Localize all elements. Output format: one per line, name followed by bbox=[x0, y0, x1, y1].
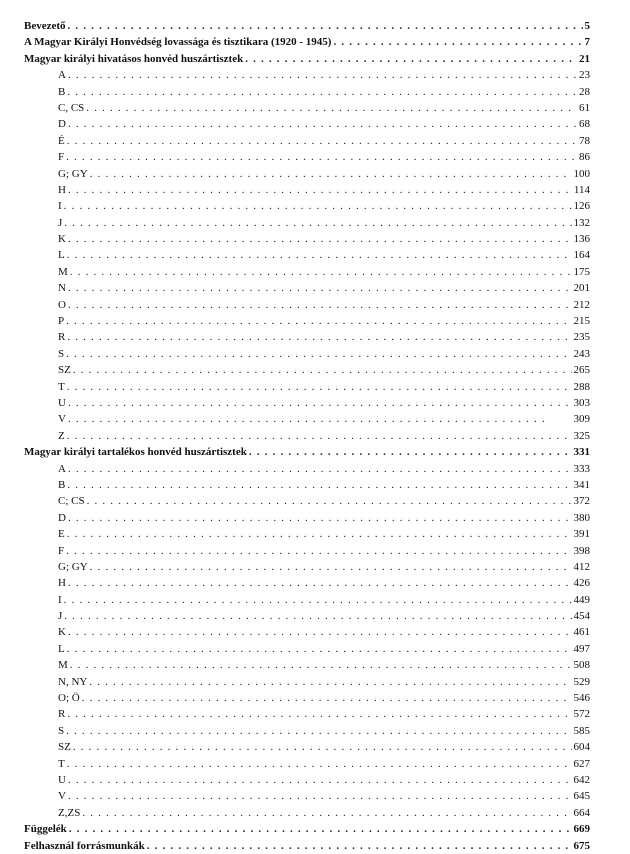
toc-letter-entry bbox=[24, 362, 590, 378]
toc-page-number: 201 bbox=[573, 282, 590, 295]
toc-entry-label: R bbox=[58, 331, 66, 344]
toc-letter-entry bbox=[24, 198, 590, 214]
dot-leader bbox=[67, 526, 572, 542]
toc-letter-entry bbox=[24, 690, 590, 706]
toc-entry-label: U bbox=[58, 773, 66, 786]
toc-letter-entry bbox=[24, 411, 590, 427]
toc-entry-label: É bbox=[58, 134, 65, 147]
toc-page-number: 243 bbox=[573, 347, 590, 360]
toc-entry-label: A bbox=[58, 69, 66, 82]
toc-entry-label: N, NY bbox=[58, 675, 88, 688]
toc-page-number: 126 bbox=[573, 200, 590, 213]
toc-entry-label: E bbox=[58, 528, 65, 541]
toc-page-number: 449 bbox=[573, 593, 590, 606]
dot-leader bbox=[68, 67, 577, 83]
toc-entry-label: Felhasznál forrásmunkák bbox=[24, 839, 145, 852]
toc-page-number: 572 bbox=[573, 708, 590, 721]
dot-leader bbox=[69, 821, 572, 837]
toc-entry-label: SZ bbox=[58, 364, 71, 377]
toc-entry-label: Z,ZS bbox=[58, 806, 81, 819]
toc-page-number: 303 bbox=[573, 396, 590, 409]
toc-letter-entry bbox=[24, 461, 590, 477]
toc-entry-label: F bbox=[58, 544, 65, 557]
toc-page-number: 604 bbox=[573, 741, 590, 754]
toc-entry-label: P bbox=[58, 315, 65, 328]
dot-leader bbox=[68, 411, 546, 427]
toc-page-number: 642 bbox=[573, 773, 590, 786]
toc-letter-entry bbox=[24, 313, 590, 329]
dot-leader bbox=[87, 493, 572, 509]
toc-page-number: 61 bbox=[579, 101, 590, 114]
dot-leader bbox=[66, 543, 571, 559]
toc-page-number: 508 bbox=[573, 659, 590, 672]
dot-leader bbox=[333, 34, 582, 50]
dot-leader bbox=[68, 788, 572, 804]
toc-entry-label: F bbox=[58, 151, 65, 164]
dot-leader bbox=[66, 723, 571, 739]
toc-page-number: 461 bbox=[573, 626, 590, 639]
toc-page-number: 529 bbox=[573, 675, 590, 688]
dot-leader bbox=[64, 215, 571, 231]
dot-leader bbox=[90, 559, 572, 575]
toc-letter-entry bbox=[24, 575, 590, 591]
toc-page-number: 627 bbox=[573, 757, 590, 770]
toc-letter-entry bbox=[24, 739, 590, 755]
toc-letter-entry bbox=[24, 264, 590, 280]
toc-entry-label: M bbox=[58, 265, 68, 278]
toc-entry-label: L bbox=[58, 249, 65, 262]
toc-entry-label: N bbox=[58, 282, 66, 295]
toc-letter-entry bbox=[24, 395, 590, 411]
toc-entry-label: A Magyar Királyi Honvédség lovassága és tisztikara (1920 - 1945) bbox=[24, 36, 332, 49]
toc-letter-entry bbox=[24, 215, 590, 231]
toc-entry-label: S bbox=[58, 347, 65, 360]
toc-entry-label: J bbox=[58, 216, 63, 229]
toc-page-number: 175 bbox=[573, 265, 590, 278]
toc-entry-label: Függelék bbox=[24, 823, 67, 836]
toc-page-number: 585 bbox=[573, 724, 590, 737]
toc-letter-entry bbox=[24, 247, 590, 263]
toc-entry-label: J bbox=[58, 610, 63, 623]
toc-entry-label: M bbox=[58, 659, 68, 672]
toc-page-number: 136 bbox=[573, 233, 590, 246]
dot-leader bbox=[68, 182, 572, 198]
toc-section-entry bbox=[24, 821, 590, 837]
dot-leader bbox=[68, 231, 572, 247]
toc-entry-label: A bbox=[58, 462, 66, 475]
dot-leader bbox=[67, 379, 572, 395]
dot-leader bbox=[68, 624, 572, 640]
toc-letter-entry bbox=[24, 624, 590, 640]
dot-leader bbox=[66, 313, 571, 329]
toc-letter-entry bbox=[24, 772, 590, 788]
dot-leader bbox=[68, 18, 583, 34]
dot-leader bbox=[73, 739, 572, 755]
toc-page-number: 391 bbox=[573, 528, 590, 541]
toc-entry-label: Z bbox=[58, 429, 65, 442]
toc-letter-entry bbox=[24, 379, 590, 395]
dot-leader bbox=[68, 297, 572, 313]
toc-page-number: 497 bbox=[573, 642, 590, 655]
toc-page-number: 265 bbox=[573, 364, 590, 377]
dot-leader bbox=[66, 346, 571, 362]
toc-page-number: 309 bbox=[573, 413, 590, 426]
toc-letter-entry bbox=[24, 510, 590, 526]
toc-letter-entry bbox=[24, 723, 590, 739]
toc-page-number: 86 bbox=[579, 151, 590, 164]
dot-leader bbox=[67, 477, 571, 493]
toc-letter-entry bbox=[24, 149, 590, 165]
dot-leader bbox=[245, 51, 577, 67]
toc-page-number: 288 bbox=[573, 380, 590, 393]
toc-letter-entry bbox=[24, 805, 590, 821]
dot-leader bbox=[90, 166, 572, 182]
toc-entry-label: O bbox=[58, 298, 66, 311]
dot-leader bbox=[89, 674, 571, 690]
toc-entry-label: I bbox=[58, 200, 62, 213]
toc-letter-entry bbox=[24, 657, 590, 673]
toc-entry-label: G; GY bbox=[58, 167, 88, 180]
toc-entry-label: H bbox=[58, 183, 66, 196]
toc-page-number: 164 bbox=[573, 249, 590, 262]
toc-entry-label: S bbox=[58, 724, 65, 737]
toc-entry-label: Bevezető bbox=[24, 20, 66, 32]
toc-entry-label: T bbox=[58, 380, 65, 393]
dot-leader bbox=[82, 690, 572, 706]
toc-letter-entry bbox=[24, 674, 590, 690]
toc-entry-label: B bbox=[58, 478, 66, 491]
toc-entry-label: K bbox=[58, 626, 66, 639]
toc-letter-entry bbox=[24, 493, 590, 509]
dot-leader bbox=[86, 100, 577, 116]
toc-entry-label: D bbox=[58, 511, 66, 524]
toc-entry-label: K bbox=[58, 233, 66, 246]
toc-letter-entry bbox=[24, 559, 590, 575]
dot-leader bbox=[68, 116, 577, 132]
toc-letter-entry bbox=[24, 477, 590, 493]
toc-entry-label: H bbox=[58, 577, 66, 590]
dot-leader bbox=[82, 805, 571, 821]
toc-page-number: 100 bbox=[573, 167, 590, 180]
toc-page-number: 664 bbox=[573, 806, 590, 819]
toc-page-number: 675 bbox=[573, 839, 590, 852]
toc-page-number: 21 bbox=[579, 52, 590, 65]
toc-page-number: 132 bbox=[573, 216, 590, 229]
dot-leader bbox=[67, 84, 577, 100]
toc-entry-label: Magyar királyi tartalékos honvéd huszártisztek bbox=[24, 446, 247, 459]
toc-entry-label: SZ bbox=[58, 741, 71, 754]
dot-leader bbox=[68, 510, 572, 526]
dot-leader bbox=[64, 592, 572, 608]
toc-page-number: 331 bbox=[573, 446, 590, 459]
toc-page-number: 68 bbox=[579, 118, 590, 131]
toc-page-number: 645 bbox=[573, 790, 590, 803]
toc-entry-label: C; CS bbox=[58, 495, 85, 508]
toc-letter-entry bbox=[24, 133, 590, 149]
toc-entry-label: T bbox=[58, 757, 65, 770]
dot-leader bbox=[147, 838, 572, 854]
toc-letter-entry bbox=[24, 592, 590, 608]
toc-letter-entry bbox=[24, 116, 590, 132]
dot-leader bbox=[66, 149, 577, 165]
toc-entry-label: Magyar királyi hivatásos honvéd huszártisztek bbox=[24, 52, 244, 65]
dot-leader bbox=[67, 133, 577, 149]
toc-section-entry bbox=[24, 444, 590, 460]
toc-letter-entry bbox=[24, 297, 590, 313]
toc-letter-entry bbox=[24, 756, 590, 772]
toc-letter-entry bbox=[24, 543, 590, 559]
toc-page-number: 215 bbox=[573, 315, 590, 328]
toc-page-number: 7 bbox=[584, 36, 590, 49]
toc-entry-label: B bbox=[58, 85, 66, 98]
dot-leader bbox=[73, 362, 572, 378]
toc-letter-entry bbox=[24, 182, 590, 198]
toc-letter-entry bbox=[24, 166, 590, 182]
toc-letter-entry bbox=[24, 526, 590, 542]
toc-section-entry bbox=[24, 838, 590, 854]
toc-entry-label: D bbox=[58, 118, 66, 131]
toc-section-entry bbox=[24, 18, 590, 34]
toc-letter-entry bbox=[24, 608, 590, 624]
dot-leader bbox=[68, 395, 572, 411]
toc-entry-label: V bbox=[58, 413, 66, 426]
dot-leader bbox=[68, 772, 572, 788]
table-of-contents bbox=[24, 18, 590, 854]
dot-leader bbox=[67, 329, 571, 345]
dot-leader bbox=[64, 608, 571, 624]
toc-entry-label: O; Ö bbox=[58, 692, 80, 705]
dot-leader bbox=[67, 428, 572, 444]
toc-letter-entry bbox=[24, 346, 590, 362]
toc-entry-label: R bbox=[58, 708, 66, 721]
toc-page-number: 454 bbox=[573, 610, 590, 623]
toc-page-number: 341 bbox=[573, 478, 590, 491]
toc-page-number: 212 bbox=[573, 298, 590, 311]
toc-page-number: 23 bbox=[579, 69, 590, 82]
toc-entry-label: C, CS bbox=[58, 101, 85, 114]
toc-page-number: 372 bbox=[573, 495, 590, 508]
toc-entry-label: U bbox=[58, 396, 66, 409]
toc-page-number: 333 bbox=[573, 462, 590, 475]
dot-leader bbox=[249, 444, 572, 460]
toc-page-number: 426 bbox=[573, 577, 590, 590]
dot-leader bbox=[68, 280, 572, 296]
toc-page-number: 325 bbox=[573, 429, 590, 442]
toc-page-number: 380 bbox=[573, 511, 590, 524]
toc-letter-entry bbox=[24, 641, 590, 657]
toc-page-number: 398 bbox=[573, 544, 590, 557]
toc-page-number: 28 bbox=[579, 85, 590, 98]
toc-section-entry bbox=[24, 51, 590, 67]
dot-leader bbox=[68, 461, 572, 477]
toc-page-number: 235 bbox=[573, 331, 590, 344]
toc-entry-label: V bbox=[58, 790, 66, 803]
toc-letter-entry bbox=[24, 329, 590, 345]
toc-section-entry bbox=[24, 34, 590, 50]
toc-page-number: 5 bbox=[584, 20, 590, 32]
dot-leader bbox=[70, 657, 572, 673]
toc-entry-label: L bbox=[58, 642, 65, 655]
toc-letter-entry bbox=[24, 67, 590, 83]
toc-letter-entry bbox=[24, 788, 590, 804]
dot-leader bbox=[67, 247, 572, 263]
toc-page-number: 669 bbox=[573, 823, 590, 836]
dot-leader bbox=[67, 706, 571, 722]
toc-page-number: 546 bbox=[573, 692, 590, 705]
dot-leader bbox=[67, 756, 572, 772]
dot-leader bbox=[64, 198, 572, 214]
toc-page-number: 114 bbox=[573, 183, 590, 196]
dot-leader bbox=[70, 264, 572, 280]
toc-entry-label: G; GY bbox=[58, 560, 88, 573]
toc-entry-label: I bbox=[58, 593, 62, 606]
toc-letter-entry bbox=[24, 428, 590, 444]
toc-letter-entry bbox=[24, 231, 590, 247]
toc-letter-entry bbox=[24, 280, 590, 296]
toc-letter-entry bbox=[24, 706, 590, 722]
toc-letter-entry bbox=[24, 84, 590, 100]
toc-page-number: 78 bbox=[579, 134, 590, 147]
dot-leader bbox=[68, 575, 572, 591]
toc-page-number: 412 bbox=[573, 560, 590, 573]
toc-letter-entry bbox=[24, 100, 590, 116]
dot-leader bbox=[67, 641, 572, 657]
